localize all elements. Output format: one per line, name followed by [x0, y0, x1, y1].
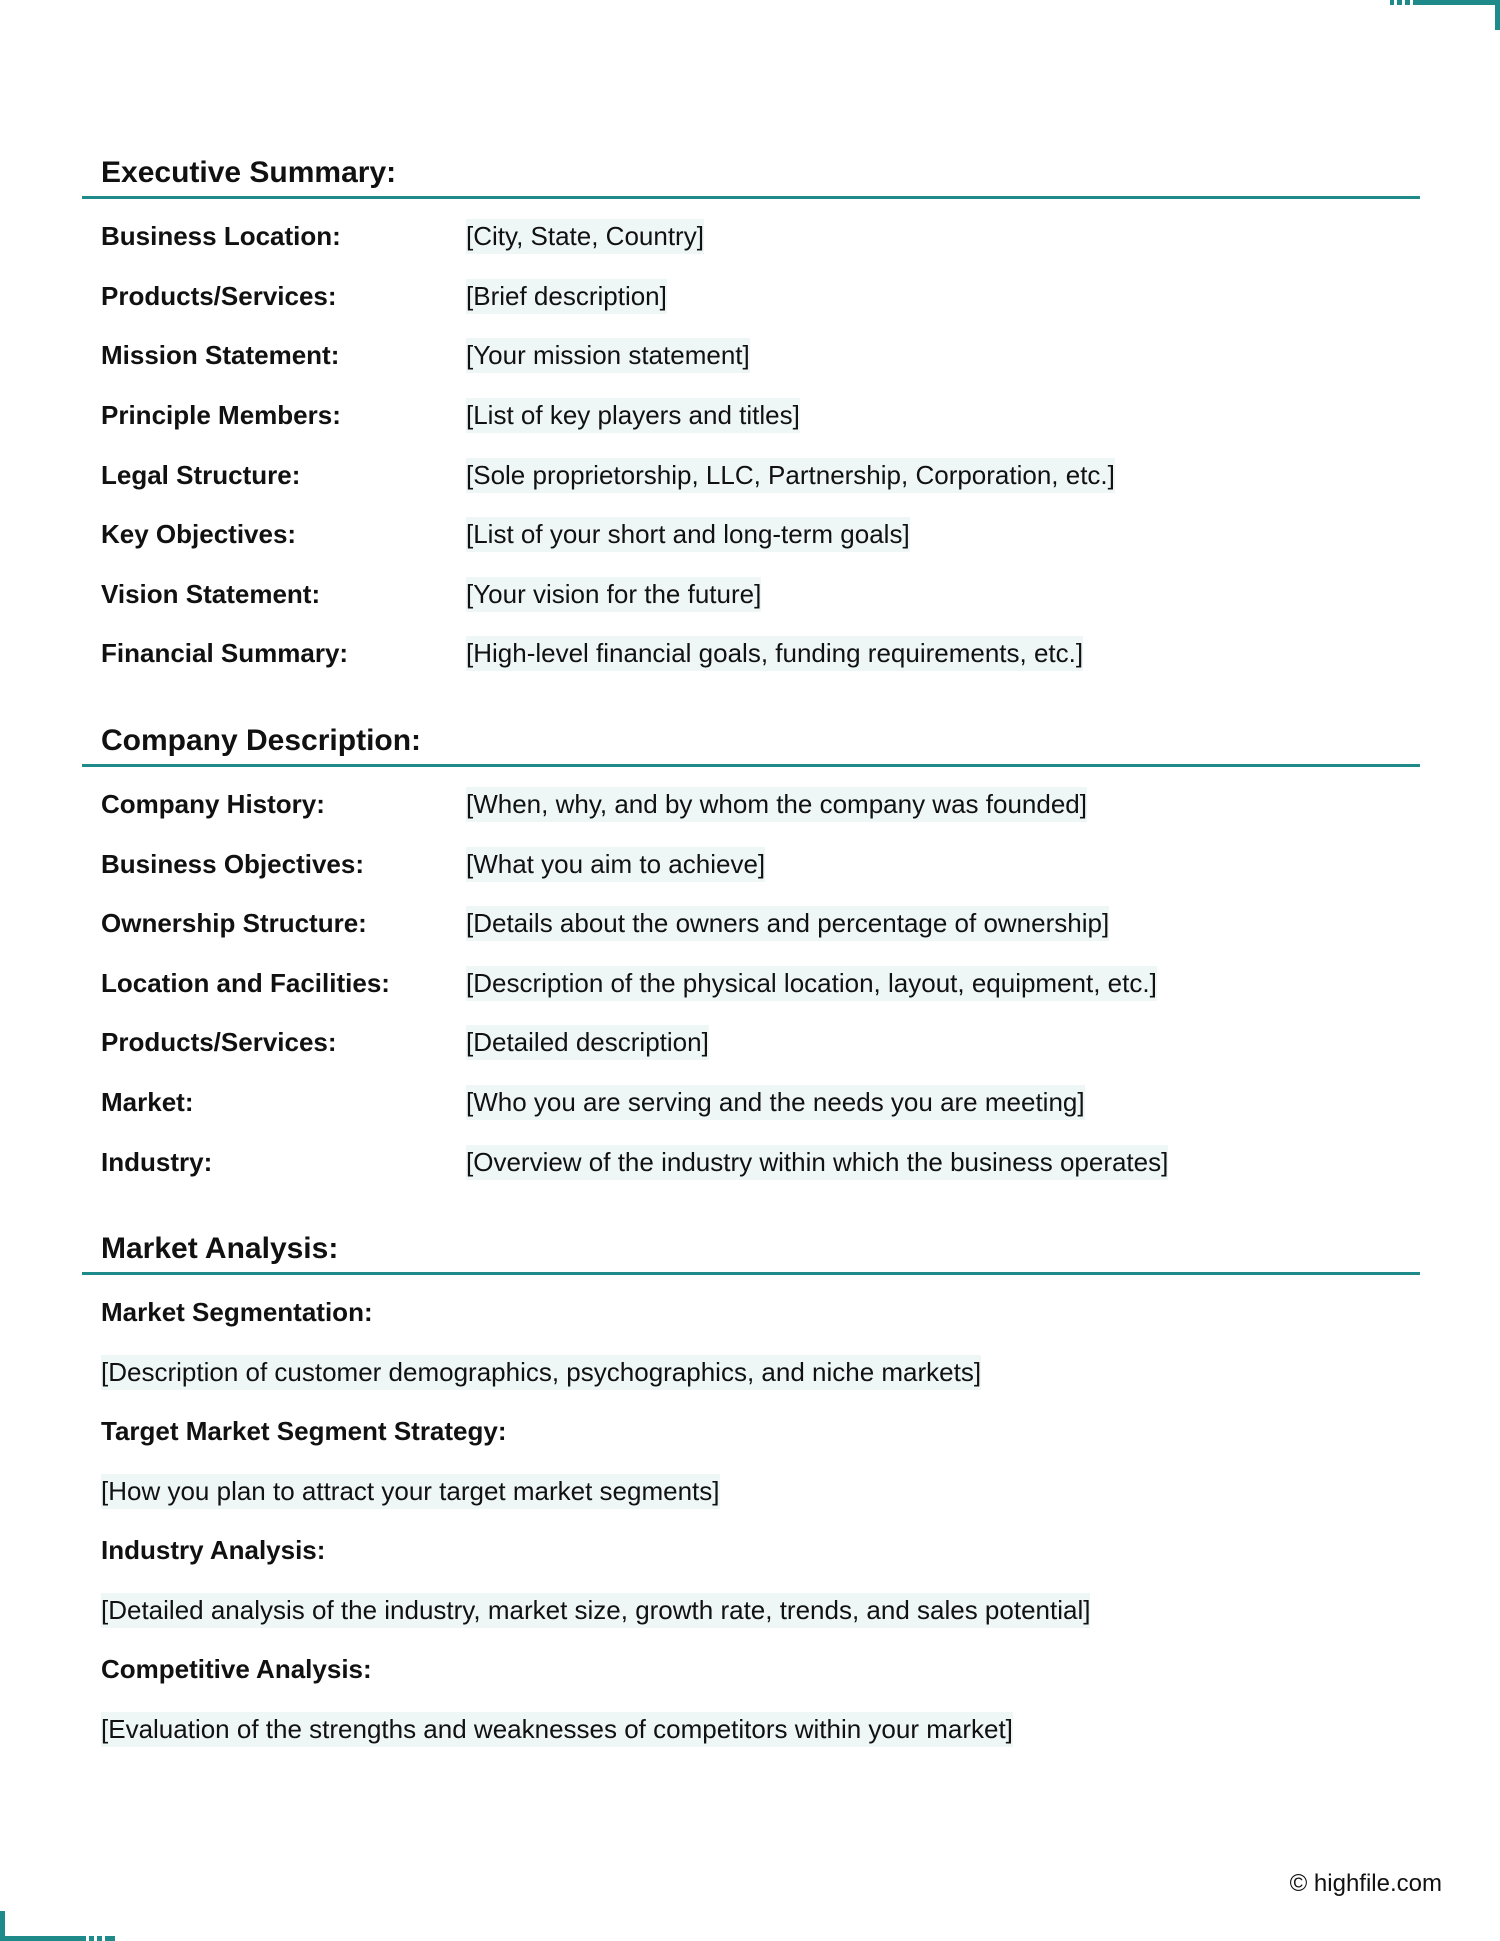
corner-bar-vertical — [0, 1911, 5, 1941]
field-value[interactable]: [Sole proprietorship, LLC, Partnership, Corporation, etc.] — [466, 458, 1115, 493]
corner-bar-horizontal — [0, 1936, 115, 1941]
field-row — [82, 624, 1420, 684]
field-row — [82, 207, 1420, 267]
field-value[interactable]: [Your vision for the future] — [466, 577, 761, 612]
field-value[interactable]: [Who you are serving and the needs you are meeting] — [466, 1085, 1085, 1120]
field-label: Products/Services: — [101, 1027, 337, 1058]
field-label: Legal Structure: — [101, 459, 301, 490]
field-label: Market Segmentation: — [101, 1296, 373, 1327]
field-label: Business Objectives: — [101, 848, 364, 879]
field-value[interactable]: [Detailed analysis of the industry, market size, growth rate, trends, and sales potential] — [101, 1593, 1090, 1628]
field-value[interactable]: [Brief description] — [466, 279, 667, 314]
field-label: Ownership Structure: — [101, 908, 367, 939]
field-value[interactable]: [Details about the owners and percentage of ownership] — [466, 906, 1109, 941]
field-value[interactable]: [Evaluation of the strengths and weaknesses of competitors within your market] — [101, 1712, 1013, 1747]
section-title: Executive Summary: — [101, 156, 397, 189]
field-row — [82, 326, 1420, 386]
field-row — [82, 386, 1420, 446]
executive-summary-section — [82, 150, 1420, 684]
field-value[interactable]: [City, State, Country] — [466, 219, 704, 254]
field-row — [82, 565, 1420, 625]
field-value[interactable]: [Detailed description] — [466, 1025, 709, 1060]
corner-dash — [1410, 0, 1413, 5]
field-value[interactable]: [Overview of the industry within which the business operates] — [466, 1145, 1168, 1180]
field-value[interactable]: [High-level financial goals, funding requirements, etc.] — [466, 636, 1083, 671]
field-row — [82, 505, 1420, 565]
market-analysis-section — [82, 1226, 1420, 1760]
field-label: Industry: — [101, 1146, 213, 1177]
field-value[interactable]: [Description of the physical location, layout, equipment, etc.] — [466, 966, 1157, 1001]
field-row — [82, 1132, 1420, 1192]
field-label: Mission Statement: — [101, 340, 340, 371]
corner-bar-horizontal — [1390, 0, 1500, 5]
field-row — [82, 267, 1420, 327]
field-value-wrapper — [101, 1462, 1420, 1522]
copyright-footer: © highfile.com — [1289, 1870, 1442, 1897]
stacked-field — [82, 1283, 1420, 1402]
field-row — [82, 775, 1420, 835]
section-divider — [82, 764, 1420, 767]
field-label: Vision Statement: — [101, 578, 321, 609]
field-label: Products/Services: — [101, 280, 337, 311]
field-label: Principle Members: — [101, 400, 341, 431]
field-value[interactable]: [Description of customer demographics, psychographics, and niche markets] — [101, 1355, 981, 1390]
field-label: Company History: — [101, 789, 325, 820]
field-row — [82, 1073, 1420, 1133]
section-divider — [82, 1272, 1420, 1275]
field-value-wrapper — [101, 1581, 1420, 1641]
field-row — [82, 1013, 1420, 1073]
stacked-field — [82, 1402, 1420, 1521]
field-value-wrapper — [101, 1700, 1420, 1760]
section-title: Company Description: — [101, 723, 422, 757]
field-label: Industry Analysis: — [101, 1535, 326, 1566]
field-label: Competitive Analysis: — [101, 1654, 372, 1685]
field-label: Target Market Segment Strategy: — [101, 1416, 507, 1447]
corner-dash — [94, 1936, 97, 1941]
field-value[interactable]: [List of key players and titles] — [466, 398, 800, 433]
field-value[interactable]: [What you aim to achieve] — [466, 847, 765, 882]
field-label: Financial Summary: — [101, 638, 349, 669]
corner-dash — [1394, 0, 1397, 5]
bottom-left-corner-decoration — [0, 1911, 115, 1941]
corner-dash — [1402, 0, 1405, 5]
field-row — [82, 954, 1420, 1014]
document-body — [82, 150, 1420, 1794]
corner-dash — [86, 1936, 89, 1941]
field-row — [82, 445, 1420, 505]
field-row — [82, 894, 1420, 954]
field-label: Location and Facilities: — [101, 967, 390, 998]
field-value[interactable]: [When, why, and by whom the company was founded] — [466, 787, 1087, 822]
stacked-field — [82, 1521, 1420, 1640]
field-label: Market: — [101, 1087, 194, 1118]
section-title: Market Analysis: — [101, 1231, 339, 1265]
corner-dash — [102, 1936, 105, 1941]
field-value[interactable]: [Your mission statement] — [466, 338, 750, 373]
field-row — [82, 834, 1420, 894]
corner-bar-vertical — [1495, 0, 1500, 30]
section-divider — [82, 196, 1420, 199]
field-label: Business Location: — [101, 221, 341, 252]
stacked-field — [82, 1640, 1420, 1759]
field-label: Key Objectives: — [101, 519, 297, 550]
field-value[interactable]: [List of your short and long-term goals] — [466, 517, 910, 552]
field-value-wrapper — [101, 1343, 1420, 1403]
top-right-corner-decoration — [1390, 0, 1500, 30]
company-description-section — [82, 718, 1420, 1192]
field-value[interactable]: [How you plan to attract your target market segments] — [101, 1474, 720, 1509]
